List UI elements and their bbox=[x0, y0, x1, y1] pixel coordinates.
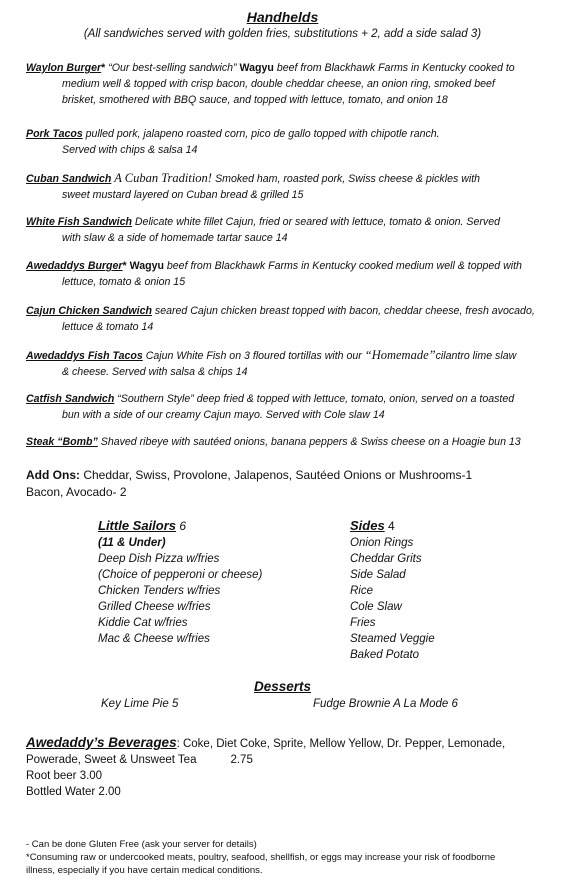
desserts-title: Desserts bbox=[253, 679, 312, 694]
menu-item-steak-bomb bbox=[26, 434, 546, 450]
item-desc-end: cilantro lime slaw bbox=[435, 350, 517, 362]
list-item: Fries bbox=[350, 617, 376, 629]
list-item: Deep Dish Pizza w/fries bbox=[98, 553, 220, 565]
item-tagline: “Homemade” bbox=[364, 348, 436, 362]
item-name: Steak “Bomb” bbox=[26, 436, 98, 448]
item-name: Pork Tacos bbox=[26, 128, 83, 140]
item-desc: pulled pork, jalapeno roasted corn, pico de gallo topped with chipotle ranch. bbox=[82, 128, 440, 140]
little-sailors-title: Little Sailors bbox=[98, 518, 177, 533]
little-sailors-section bbox=[98, 518, 262, 647]
menu-item-cuban-sandwich bbox=[26, 170, 546, 203]
handhelds-title: Handhelds bbox=[246, 9, 319, 25]
add-ons-line1: Cheddar, Swiss, Provolone, Jalapenos, Sautéed Onions or Mushrooms-1 bbox=[80, 468, 473, 482]
menu-item-waylon-burger bbox=[26, 60, 546, 108]
handhelds-note: (All sandwiches served with golden fries, substitutions + 2, add a side salad 3) bbox=[83, 28, 482, 40]
item-desc: seared Cajun chicken breast topped with bacon, cheddar cheese, fresh avocado, bbox=[151, 305, 535, 317]
item-desc: Delicate white fillet Cajun, fried or seared with lettuce, tomato & onion. Served bbox=[131, 216, 500, 228]
add-ons bbox=[26, 467, 546, 501]
item-name: Waylon Burger bbox=[26, 62, 102, 74]
little-sailors-subtitle: (11 & Under) bbox=[98, 537, 166, 549]
item-name: White Fish Sandwich bbox=[26, 216, 132, 228]
footer-consumer-warning: *Consuming raw or undercooked meats, poultry, seafood, shellfish, or eggs may increase your risk of foodborne bbox=[26, 852, 496, 863]
beverages-line1: : Coke, Diet Coke, Sprite, Mellow Yellow, Dr. Pepper, Lemonade, bbox=[176, 738, 506, 750]
list-item: Cole Slaw bbox=[350, 601, 402, 613]
beverages-line2: Powerade, Sweet & Unsweet Tea bbox=[26, 754, 197, 766]
item-desc-line2: medium well & topped with crisp bacon, double cheddar cheese, an onion ring, smoked beef bbox=[62, 78, 495, 90]
beverages-line4: Bottled Water 2.00 bbox=[26, 786, 121, 798]
item-desc: beef from Blackhawk Farms in Kentucky cooked medium well & topped with bbox=[163, 260, 522, 272]
item-desc: Cajun White Fish on 3 floured tortillas with our bbox=[142, 350, 365, 362]
footer-consumer-warning-cont: illness, especially if you have certain medical conditions. bbox=[26, 865, 263, 876]
little-sailors-price: 6 bbox=[176, 519, 187, 533]
item-desc-line2: with slaw & a side of homemade tartar sauce 14 bbox=[62, 232, 288, 244]
item-desc-line2: bun with a side of our creamy Cajun mayo. Served with Cole slaw 14 bbox=[62, 409, 385, 421]
list-item: Baked Potato bbox=[350, 649, 420, 661]
add-ons-line2: Bacon, Avocado- 2 bbox=[26, 485, 127, 499]
sides-section bbox=[350, 518, 435, 663]
menu-item-cajun-chicken-sandwich bbox=[26, 303, 546, 335]
menu-item-white-fish-sandwich bbox=[26, 214, 546, 246]
add-ons-label: Add Ons: bbox=[26, 468, 80, 482]
item-name: Cajun Chicken Sandwich bbox=[26, 305, 152, 317]
item-desc: “Southern Style” deep fried & topped with lettuce, tomato, onion, served on a toasted bbox=[114, 393, 515, 405]
item-desc-line2: & cheese. Served with salsa & chips 14 bbox=[62, 366, 248, 378]
beverages-section bbox=[26, 735, 551, 800]
item-tagline: A Cuban Tradition! bbox=[111, 171, 216, 185]
beverages-line3: Root beer 3.00 bbox=[26, 770, 103, 782]
footer-gluten-note: - Can be done Gluten Free (ask your server for details) bbox=[26, 839, 257, 850]
dessert-key-lime-pie: Key Lime Pie 5 bbox=[101, 698, 179, 710]
menu-item-awedaddys-fish-tacos bbox=[26, 347, 546, 380]
dessert-fudge-brownie: Fudge Brownie A La Mode 6 bbox=[313, 698, 458, 710]
item-lead: “Our best-selling sandwich” bbox=[105, 62, 240, 74]
sides-price: 4 bbox=[384, 519, 395, 533]
item-desc-line2: Served with chips & salsa 14 bbox=[62, 144, 198, 156]
item-name: Catfish Sandwich bbox=[26, 393, 115, 405]
item-desc: Smoked ham, roasted pork, Swiss cheese & pickles with bbox=[215, 173, 481, 185]
beverages-title: Awedaddy’s Beverages bbox=[26, 735, 177, 750]
item-desc-line2: sweet mustard layered on Cuban bread & grilled 15 bbox=[62, 189, 304, 201]
item-name: Awedaddys Fish Tacos bbox=[26, 350, 143, 362]
list-item: Rice bbox=[350, 585, 374, 597]
item-bold: Wagyu bbox=[239, 62, 274, 74]
menu-item-catfish-sandwich bbox=[26, 391, 546, 423]
footer-notes bbox=[26, 838, 551, 877]
list-item: Side Salad bbox=[350, 569, 406, 581]
item-desc-line2: lettuce & tomato 14 bbox=[62, 321, 154, 333]
list-item: (Choice of pepperoni or cheese) bbox=[98, 569, 263, 581]
item-name: Cuban Sandwich bbox=[26, 173, 112, 185]
item-name: Awedaddys Burger bbox=[26, 260, 123, 272]
list-item: Mac & Cheese w/fries bbox=[98, 633, 210, 645]
item-bold: Wagyu bbox=[126, 260, 164, 272]
item-desc-line3: brisket, smothered with BBQ sauce, and topped with lettuce, tomato, and onion 18 bbox=[62, 94, 448, 106]
list-item: Cheddar Grits bbox=[350, 553, 422, 565]
item-desc-line2: lettuce, tomato & onion 15 bbox=[62, 276, 186, 288]
menu-item-awedaddys-burger bbox=[26, 258, 546, 290]
item-mark: * bbox=[122, 260, 127, 272]
list-item: Steamed Veggie bbox=[350, 633, 435, 645]
menu-item-pork-tacos bbox=[26, 126, 546, 158]
list-item: Chicken Tenders w/fries bbox=[98, 585, 221, 597]
item-desc: beef from Blackhawk Farms in Kentucky cooked to bbox=[273, 62, 515, 74]
list-item: Grilled Cheese w/fries bbox=[98, 601, 211, 613]
sides-title: Sides bbox=[350, 518, 385, 533]
list-item: Kiddie Cat w/fries bbox=[98, 617, 188, 629]
list-item: Onion Rings bbox=[350, 537, 414, 549]
beverages-tea-price: 2.75 bbox=[230, 754, 253, 766]
item-mark: * bbox=[101, 62, 106, 74]
item-desc: Shaved ribeye with sautéed onions, banana peppers & Swiss cheese on a Hoagie bun 13 bbox=[97, 436, 521, 448]
